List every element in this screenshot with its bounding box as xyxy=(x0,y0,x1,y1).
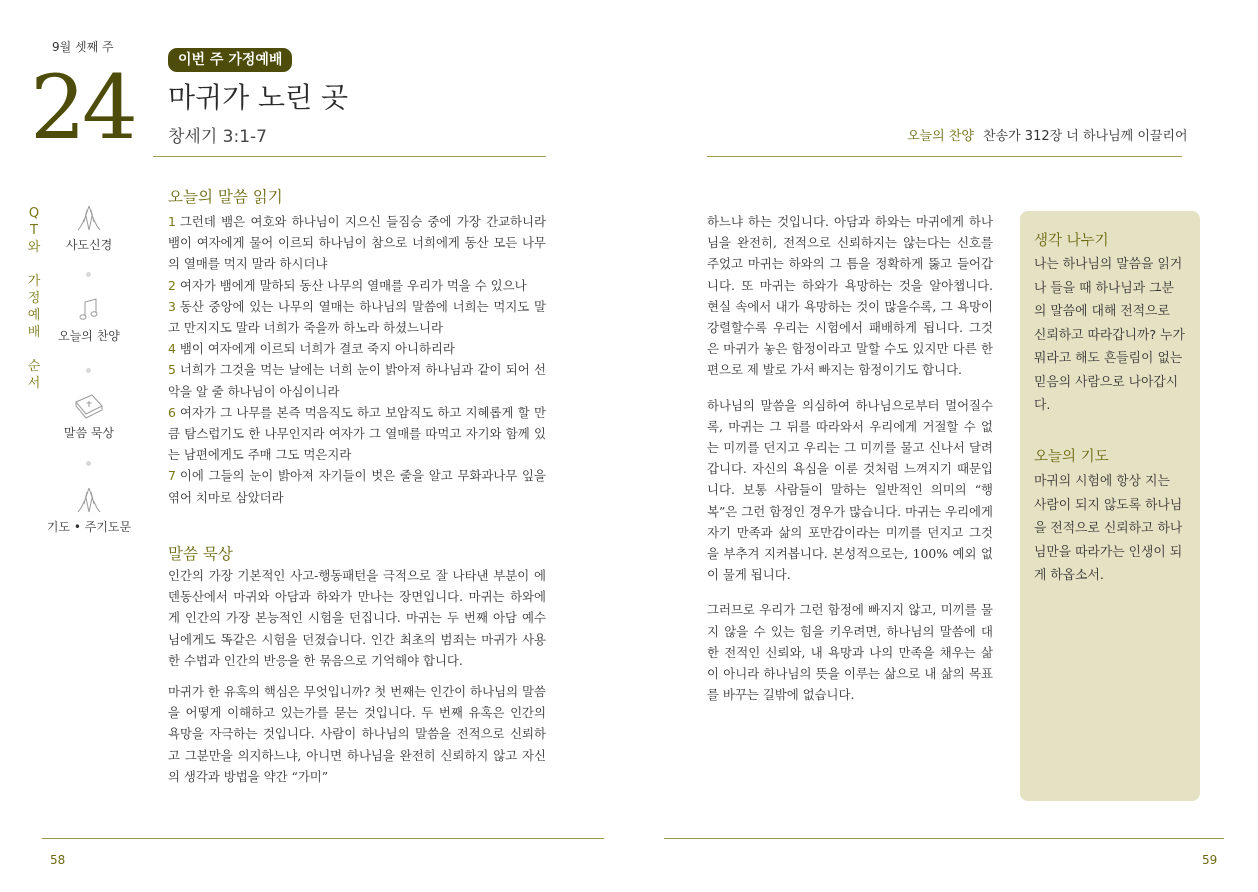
share-heading: 생각 나누기 xyxy=(1034,233,1109,249)
qt-separator-dot xyxy=(86,368,91,373)
qt-item-hymn: 오늘의 찬양 xyxy=(44,297,134,344)
scripture-text xyxy=(168,211,546,508)
meditation-text-right xyxy=(707,211,993,715)
page-title: 마귀가 노린 곳 xyxy=(168,81,349,114)
day-number: 24 xyxy=(30,56,134,159)
verse-5: 5 너희가 그것을 먹는 날에는 너희 눈이 밝아져 하나님과 같이 되어 선악을 알 줄 하나님이 아심이니라 xyxy=(168,362,546,399)
share-text: 나는 하나님의 말씀을 읽거나 들을 때 하나님과 그분의 말씀에 대해 전적으로 신뢰하고 따라갑니까? 누가 뭐라고 해도 흔들림이 없는 믿음의 사람으로 나아갑시다. xyxy=(1034,257,1185,413)
meditation-paragraph: 그러므로 우리가 그런 함정에 빠지지 않고, 미끼를 물지 않을 수 있는 힘을 키우려면, 하나님의 말씀에 대한 전적인 신뢰와, 내 욕망과 나의 만족을 채우는 삶이 아니라 하나님의 뜻을 이루는 삶으로 내 삶의 목표를 바꾸는 길밖에 없습니다. xyxy=(707,602,993,703)
qt-separator-dot xyxy=(86,461,91,466)
meditation-paragraph: 마귀가 한 유혹의 핵심은 무엇입니까? 첫 번째는 인간이 하나님의 말씀을 어떻게 이해하고 있는가를 묻는 것입니다. 두 번째 유혹은 인간의 욕망을 자극하는 것입니다. 사람이 하나님의 말씀을 전적으로 신뢰하고 그분만을 의지하느냐, 아니면 하나님을 완전히 신뢰하지 않고 자신의 생각과 방법을 약간 “가미” xyxy=(168,684,546,784)
meditation-text-left xyxy=(168,565,546,797)
qt-item-prayer: 기도 • 주기도문 xyxy=(44,486,134,535)
page-number-right: 59 xyxy=(1202,853,1218,867)
meditation-paragraph: 인간의 가장 기본적인 사고-행동패턴을 극적으로 잘 나타낸 부분이 에덴동산에서 마귀와 아담과 하와가 만나는 장면입니다. 마귀는 하와에게 인간의 가장 본능적인 시험을 던집니다. 마귀는 두 번째 아담 예수님에게도 똑같은 시험을 던졌습니다. 인간 최초의 범죄는 마귀가 사용한 수법과 인간의 반응을 한 묶음으로 기억해야 합니다. xyxy=(168,568,546,668)
prayer-text: 마귀의 시험에 항상 지는 사람이 되지 않도록 하나님을 전적으로 신뢰하고 하나님만을 따라가는 인생이 되게 하옵소서. xyxy=(1034,474,1183,583)
verse-6: 6 여자가 그 나무를 본즉 먹음직도 하고 보암직도 하고 지혜롭게 할 만큼 탐스럽기도 한 나무인지라 여자가 그 열매를 따먹고 자기와 함께 있는 남편에게도 주매 그도 먹은지라 xyxy=(168,404,546,463)
meditation-heading: 말씀 묵상 xyxy=(168,545,233,563)
week-label: 9월 셋째 주 xyxy=(52,40,114,54)
scripture-reference: 창세기 3:1-7 xyxy=(168,127,267,147)
praying-hands-icon xyxy=(74,486,104,514)
reading-heading: 오늘의 말씀 읽기 xyxy=(168,188,283,206)
qt-separator-dot xyxy=(86,272,91,277)
music-note-icon xyxy=(74,297,104,323)
meditation-paragraph: 하느냐 하는 것입니다. 아담과 하와는 마귀에게 하나님을 완전히, 전적으로 신뢰하지는 않는다는 신호를 주었고 마귀는 하와의 그 틈을 정확하게 뚫고 들어갑니다. 또 마귀는 하와가 욕망하는 것을 알아챕니다. 현실 속에서 내가 욕망하는 것이 많을수록, 그 욕망이 강렬할수록 우리는 시험에서 패배하게 됩니다. 그것은 마귀가 놓은 함정이라고 말할 수도 있지만 다른 한편으로 제 발로 가서 빠지는 함정이기도 합니다. xyxy=(707,214,993,378)
verse-4: 4 뱀이 여자에게 이르되 너희가 결코 죽지 아니하리라 xyxy=(168,341,455,357)
hymn-title: 찬송가 312장 너 하나님께 이끌리어 xyxy=(983,129,1188,144)
qt-item-creed: 사도신경 xyxy=(44,204,134,253)
verse-7: 7 이에 그들의 눈이 밝아져 자기들이 벗은 줄을 알고 무화과나무 잎을 엮어 치마로 삼았더라 xyxy=(168,468,546,505)
header-divider-right xyxy=(707,156,1182,157)
header-divider-left xyxy=(153,156,546,157)
section-badge: 이번 주 가정예배 xyxy=(168,48,292,72)
prayer-heading: 오늘의 기도 xyxy=(1034,449,1109,465)
praying-hands-icon xyxy=(74,204,104,232)
hymn-label: 오늘의 찬양 xyxy=(907,129,974,144)
footer-divider-right xyxy=(664,838,1224,839)
qt-order-vertical-label: Q T 와 가 정 예 배 순 서 xyxy=(27,206,41,391)
verse-2: 2 여자가 뱀에게 말하되 동산 나무의 열매를 우리가 먹을 수 있으나 xyxy=(168,277,527,293)
reflection-box xyxy=(1020,211,1200,801)
meditation-paragraph: 하나님의 말씀을 의심하여 하나님으로부터 멀어질수록, 마귀는 그 뒤를 따라와서 우리에게 거절할 수 없는 미끼를 던지고 우리는 그 미끼를 물고 신나서 달려갑니다. 자신의 욕심을 이룬 것처럼 느껴지기 때문입니다. 보통 사람들이 말하는 일반적인 의미의 “행복”은 그런 함정인 경우가 많습니다. 마귀는 우리에게 자기 만족과 삶의 포만감이라는 미끼를 던지고 그것을 부추겨 지켜봅니다. 본성적으로는, 100% 예외 없이 물게 됩니다. xyxy=(707,397,993,583)
verse-3: 3 동산 중앙에 있는 나무의 열매는 하나님의 말씀에 너희는 먹지도 말고 만지지도 말라 너희가 죽을까 하노라 하셨느니라 xyxy=(168,298,546,336)
bible-icon xyxy=(73,392,105,420)
verse-1: 1 그런데 뱀은 여호와 하나님이 지으신 들짐승 중에 가장 간교하니라 뱀이 여자에게 물어 이르되 하나님이 참으로 너희에게 동산 모든 나무의 열매를 먹지 말라 하시더냐 xyxy=(168,214,546,272)
page-number-left: 58 xyxy=(50,853,66,867)
qt-item-meditation: 말씀 묵상 xyxy=(44,392,134,441)
footer-divider-left xyxy=(42,838,604,839)
